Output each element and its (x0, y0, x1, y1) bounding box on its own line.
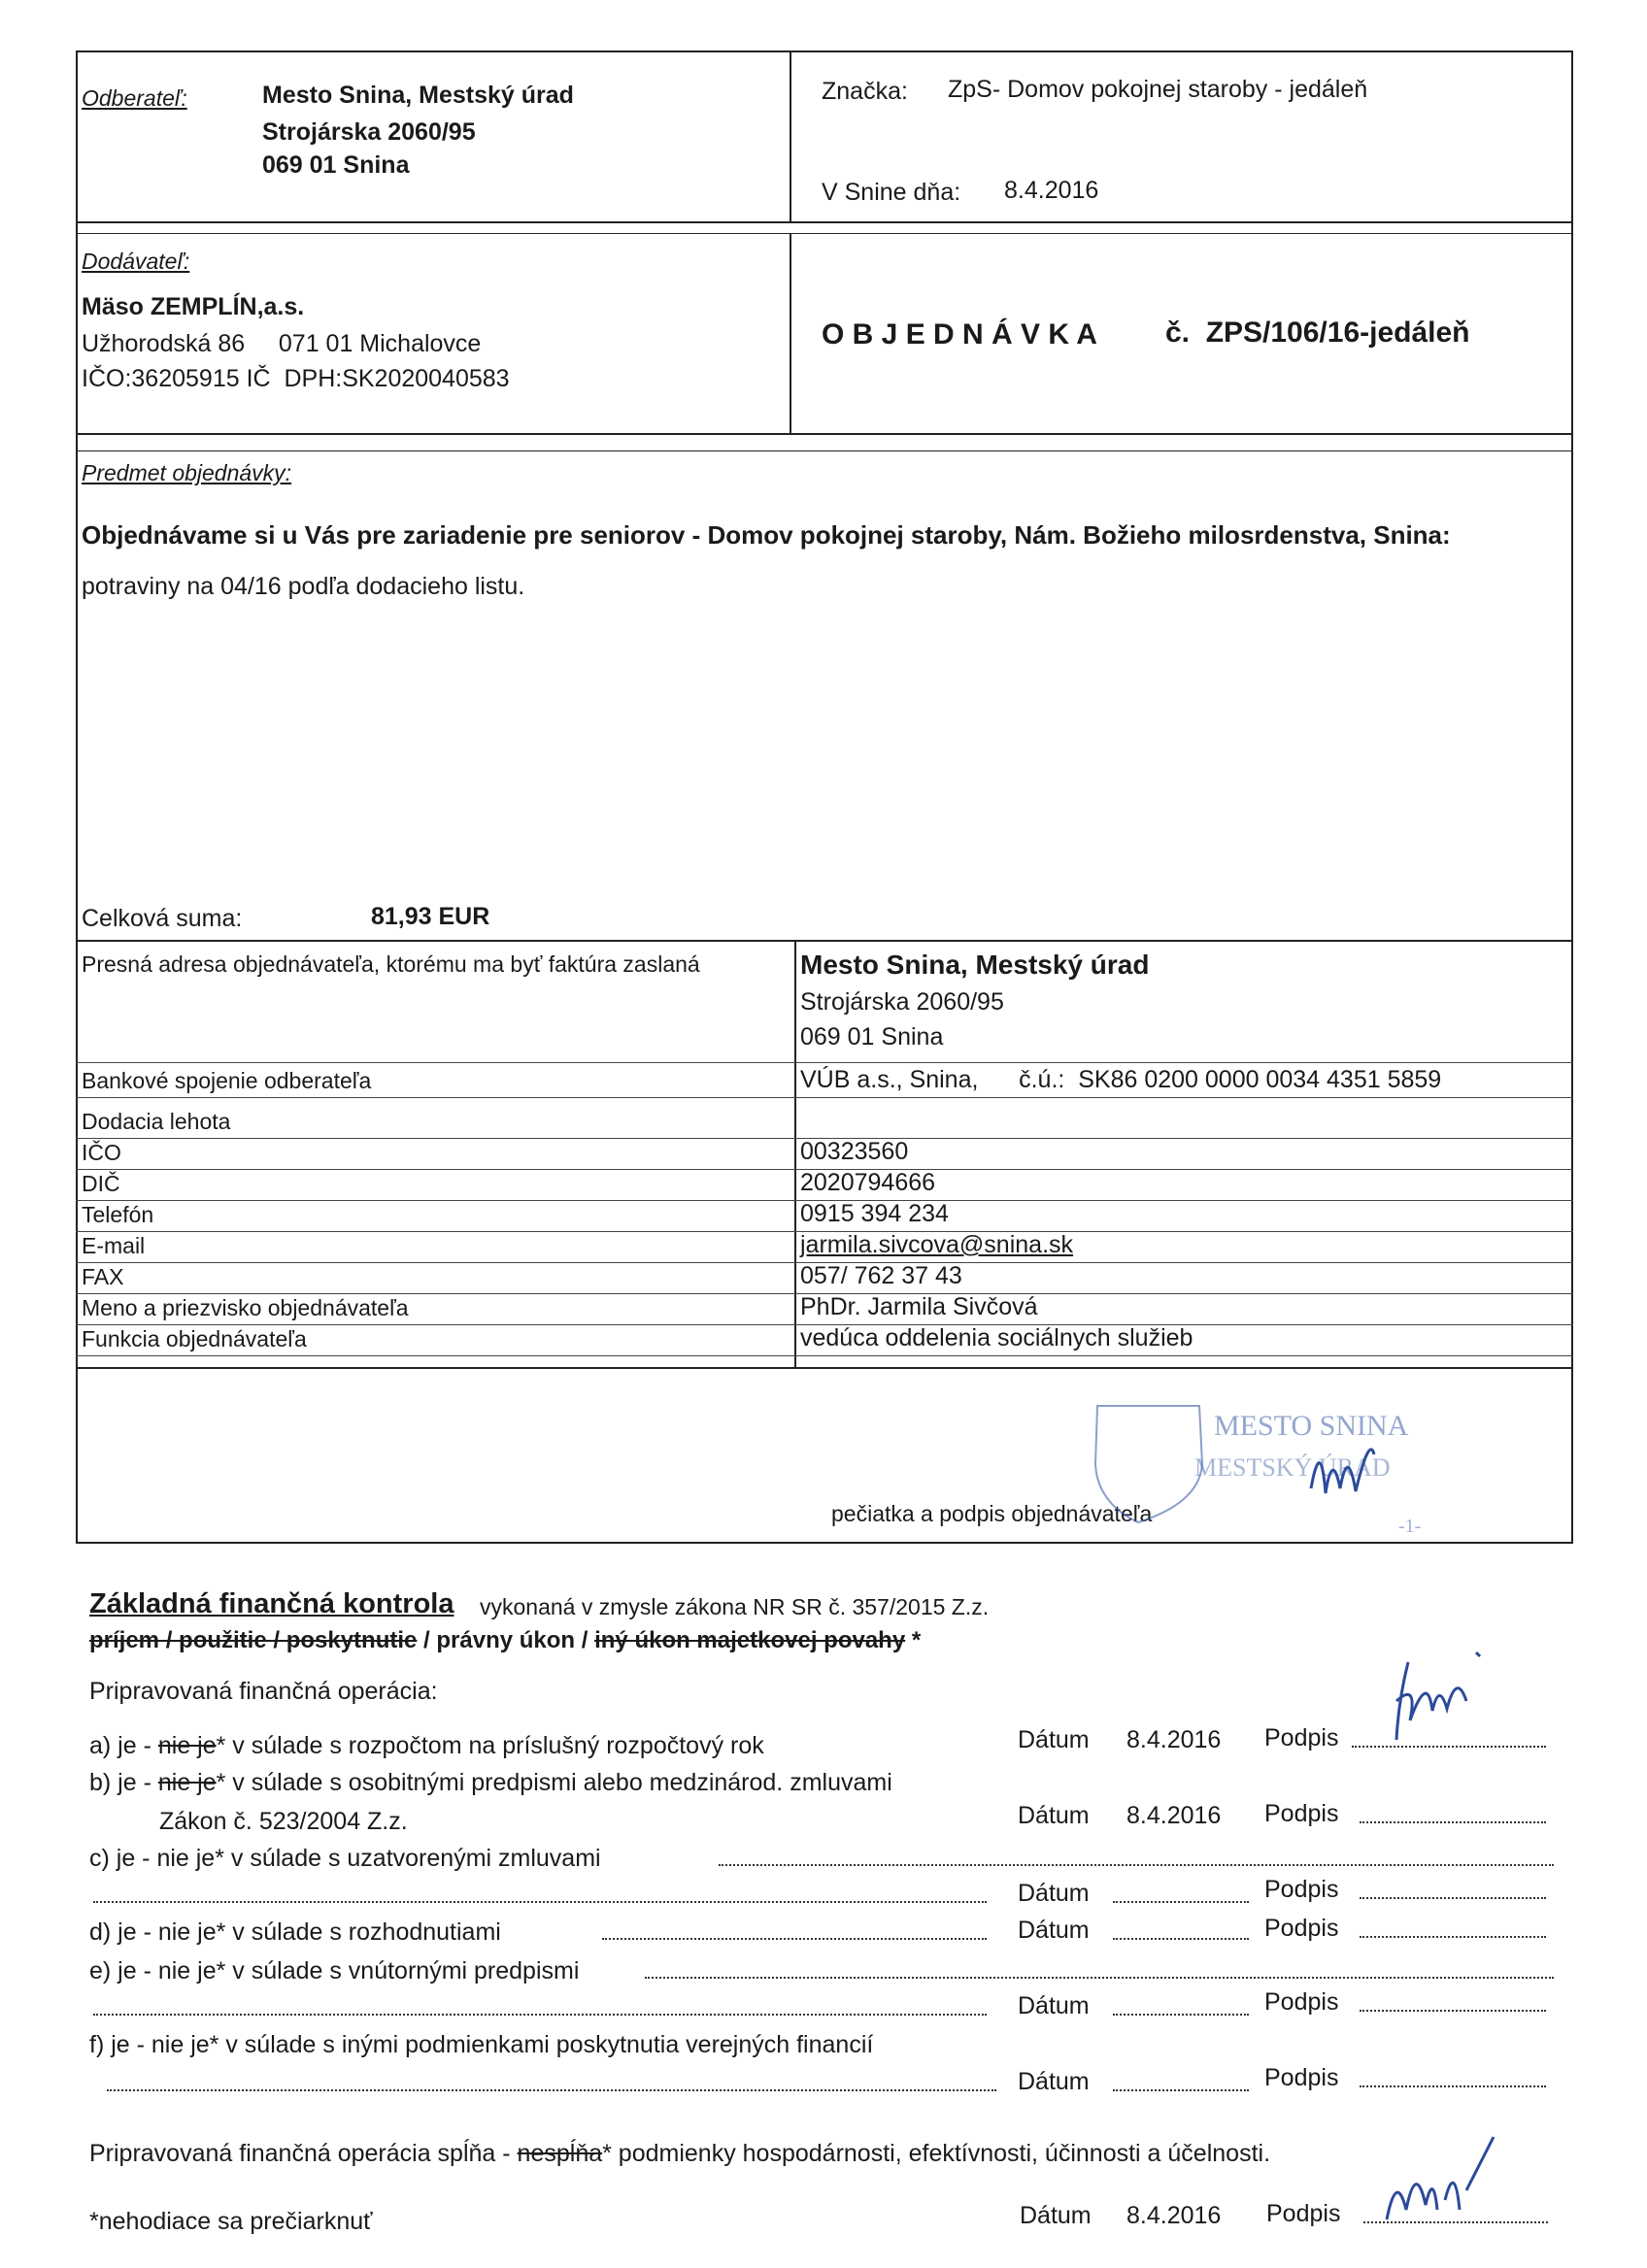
podpis-c-label: Podpis (1264, 1876, 1339, 1903)
datum-final-label: Dátum (1020, 2202, 1092, 2229)
struck-income: príjem / použitie / poskytnutie (89, 1627, 418, 1653)
datum-a-label: Dátum (1018, 1726, 1090, 1753)
invoice-city: 069 01 Snina (800, 1023, 944, 1051)
datum-c-label: Dátum (1018, 1880, 1090, 1907)
order-number: č. ZPS/106/16-jedáleň (1165, 317, 1470, 349)
znacka-value: ZpS- Domov pokojnej staroby - jedáleň (948, 76, 1368, 103)
detail-value: PhDr. Jarmila Sivčová (800, 1293, 1038, 1320)
supplier-ids: IČO:36205915 IČ DPH:SK2020040583 (82, 365, 510, 392)
detail-value: 057/ 762 37 43 (800, 1262, 962, 1289)
supplier-address: Užhorodská 86 071 01 Michalovce (82, 330, 482, 357)
detail-label: Bankové spojenie odberateľa (82, 1068, 372, 1093)
podpis-b-label: Podpis (1264, 1800, 1339, 1827)
control-intro: Pripravovaná finančná operácia: (89, 1678, 438, 1705)
legal-act: / právny úkon / (417, 1627, 595, 1653)
odberatel-street: Strojárska 2060/95 (262, 118, 476, 146)
datum-f-label: Dátum (1018, 2068, 1090, 2095)
detail-value[interactable]: jarmila.sivcova@snina.sk (800, 1231, 1074, 1258)
dodavatel-label: Dodávateľ: (82, 249, 190, 274)
odberatel-name: Mesto Snina, Mestský úrad (262, 82, 574, 109)
stamp-text-3: -1- (1398, 1516, 1422, 1537)
detail-value: vedúca oddelenia sociálnych služieb (800, 1324, 1193, 1351)
podpis-a-label: Podpis (1264, 1724, 1339, 1751)
detail-value: 00323560 (800, 1138, 909, 1165)
invoice-name: Mesto Snina, Mestský úrad (800, 950, 1150, 980)
detail-label: Dodacia lehota (82, 1109, 231, 1134)
item-e: e) je - nie je* v súlade s vnútornými predpismi (89, 1957, 580, 1984)
subject-line2: potraviny na 04/16 podľa dodacieho listu. (82, 573, 525, 600)
item-b: b) je - nie je* v súlade s osobitnými predpismi alebo medzinárod. zmluvami (89, 1769, 892, 1796)
stamp-text-2: MESTSKÝ ÚRAD (1194, 1453, 1391, 1482)
official-stamp (1078, 1396, 1466, 1547)
detail-label: E-mail (82, 1233, 146, 1258)
date-label: V Snine dňa: (822, 179, 961, 206)
order-title: O B J E D N Á V K A (822, 318, 1097, 350)
date-value: 8.4.2016 (1004, 177, 1099, 204)
stamp-caption: pečiatka a podpis objednávateľa (831, 1501, 1153, 1526)
datum-final-value: 8.4.2016 (1126, 2202, 1222, 2229)
invoice-label: Presná adresa objednávateľa, ktorému ma byť faktúra zaslaná (82, 951, 700, 977)
podpis-final-label: Podpis (1266, 2200, 1341, 2227)
detail-value: VÚB a.s., Snina, č.ú.: SK86 0200 0000 0034 4351 5859 (800, 1066, 1442, 1093)
subject-line1: Objednávame si u Vás pre zariadenie pre seniorov - Domov pokojnej staroby, Nám. Božieho milosrdenstva, Snina: (82, 520, 1451, 550)
signature-control (1379, 1643, 1505, 1754)
detail-label: Funkcia objednávateľa (82, 1326, 307, 1351)
final-statement: Pripravovaná finančná operácia spĺňa - nespĺňa* podmienky hospodárnosti, efektívnosti, účinnosti a účelnosti. (89, 2140, 1271, 2167)
odberatel-label: Odberateľ: (82, 85, 187, 111)
detail-value: 2020794666 (800, 1169, 936, 1196)
supplier-name: Mäso ZEMPLÍN,a.s. (82, 293, 305, 320)
total-label: Celková suma: (82, 905, 243, 932)
item-f: f) je - nie je* v súlade s inými podmienkami poskytnutia verejných financií (89, 2031, 874, 2058)
control-title: Základná finančná kontrola (89, 1588, 454, 1619)
detail-label: DIČ (82, 1171, 120, 1196)
odberatel-city: 069 01 Snina (262, 151, 410, 179)
datum-e-label: Dátum (1018, 1992, 1090, 2019)
item-a: a) je - nie je* v súlade s rozpočtom na príslušný rozpočtový rok (89, 1732, 764, 1759)
podpis-f-label: Podpis (1264, 2064, 1339, 2091)
datum-b-label: Dátum (1018, 1802, 1090, 1829)
detail-label: FAX (82, 1264, 124, 1289)
star: * (905, 1627, 922, 1653)
control-title-suffix: vykonaná v zmysle zákona NR SR č. 357/2015 Z.z. (480, 1594, 990, 1619)
signature-final (1377, 2132, 1523, 2244)
podpis-e-label: Podpis (1264, 1988, 1339, 2016)
datum-d-label: Dátum (1018, 1917, 1090, 1944)
item-c: c) je - nie je* v súlade s uzatvorenými zmluvami (89, 1845, 601, 1872)
datum-a-value: 8.4.2016 (1126, 1726, 1222, 1753)
detail-label: Meno a priezvisko objednávateľa (82, 1295, 409, 1320)
subject-label: Predmet objednávky: (82, 460, 292, 485)
datum-b-value: 8.4.2016 (1126, 1802, 1222, 1829)
footnote: *nehodiace sa prečiarknuť (89, 2208, 373, 2235)
invoice-street: Strojárska 2060/95 (800, 988, 1004, 1016)
stamp-text-1: MESTO SNINA (1214, 1410, 1409, 1442)
control-subtitle (89, 1627, 921, 1654)
detail-label: IČO (82, 1140, 121, 1165)
total-value: 81,93 EUR (371, 903, 490, 930)
struck-other: iný úkon majetkovej povahy (594, 1627, 906, 1653)
detail-value: 0915 394 234 (800, 1200, 949, 1227)
podpis-d-label: Podpis (1264, 1915, 1339, 1942)
item-d: d) je - nie je* v súlade s rozhodnutiami (89, 1918, 501, 1946)
znacka-label: Značka: (822, 78, 908, 105)
detail-label: Telefón (82, 1202, 154, 1227)
item-b-law: Zákon č. 523/2004 Z.z. (159, 1808, 408, 1835)
